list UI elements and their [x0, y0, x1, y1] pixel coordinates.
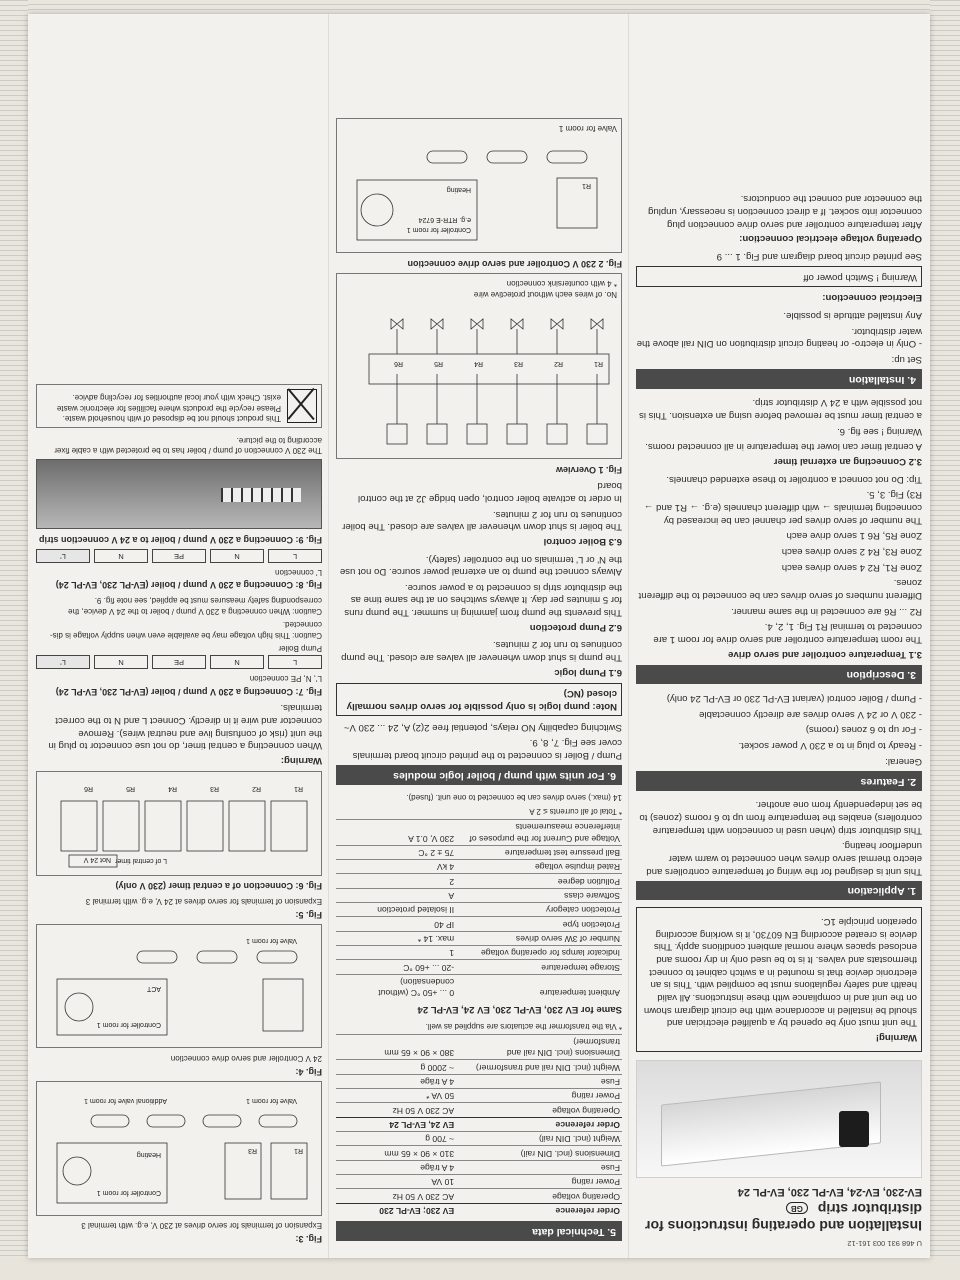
controller-square — [427, 424, 447, 444]
description-text-1: The room temperature controller and servo drive for room 1 are connected to terminal R1 Fig. 1, 2, 4. — [653, 621, 922, 645]
technical-same-for: Same for EV 230, EV-PL 230, EV 24, EV-PL 24 — [417, 1004, 622, 1016]
disposal-box — [36, 384, 322, 428]
spec-key: Protection type — [456, 917, 622, 931]
spec-row — [336, 903, 622, 917]
spec-key: Software class — [456, 888, 622, 902]
tablecloth-right — [930, 0, 960, 1280]
valve-label: Valve for room 1 — [246, 1096, 297, 1104]
room-label: R3 — [248, 1146, 257, 1154]
spec-row — [336, 1060, 622, 1074]
fig8-caption: Fig. 8: Connecting a 230 V pump / boiler (EV-PL 230, EV-PL 24) — [55, 580, 322, 591]
spec-key: Indicator lamps for operating voltage — [456, 946, 622, 960]
spec-key: Operating voltage — [456, 1189, 622, 1203]
spec-key: Ambient temperature — [456, 974, 622, 999]
document-code: U 468 931 003 161-12 — [847, 1239, 922, 1248]
spec-key: Power rating — [456, 1089, 622, 1103]
description-sub-1: 3.1 Temperature controller and servo drive — [728, 648, 922, 660]
fig2-bottom-label: Valve for room 1 — [558, 124, 617, 134]
spec-value: 0 ... +50 °C (without condensation) — [336, 974, 456, 999]
pump-text-7: In order to activate boiler control, open bridge J2 at the control board — [358, 480, 622, 504]
warning-heading: Warning! — [875, 1032, 917, 1043]
terminal: N — [210, 655, 264, 669]
spec-row — [336, 1146, 622, 1160]
room-label: R1 — [582, 182, 591, 190]
terminal: L' — [36, 655, 90, 669]
spec-value: 75 ± 2 °C — [336, 845, 456, 859]
room-label: R5 — [434, 359, 443, 367]
spec-key: Fuse — [456, 1074, 622, 1088]
spec-row — [336, 1034, 622, 1060]
spec-row — [336, 1203, 622, 1217]
room-label: R1 — [294, 1146, 303, 1154]
fig7-pump: Pump Boiler — [278, 644, 322, 654]
spec-value: A — [336, 888, 456, 902]
zone-line: Zone R3, R4 2 servo drives each — [781, 546, 922, 558]
features-bullet: - 230 V or 24 V servo drives are directly connectable — [699, 708, 922, 720]
features-bullet: - For up to 6 zones (rooms) — [805, 724, 922, 736]
description-text-3: Different numbers of servo drives can be connected to the different zones. — [638, 577, 922, 602]
spec-value: ~ 700 g — [336, 1132, 456, 1146]
installation-sub-2: Operating voltage electrical connection: — [739, 233, 922, 245]
add-valve-label: Additional valve for room 1 — [84, 1096, 167, 1104]
spec-row — [336, 946, 622, 960]
application-text-1: This unit is designed for the wiring of temperature controllers and electro thermal servo drives when connected to warm water underfloor heating. — [646, 840, 922, 877]
fig6-text: When connecting a central timer, do not use connector to plug in the unit (risk of confusing live and neutral wires). Remove connector and wire it in directly. Connect L and N to the correct terminals. — [48, 702, 322, 752]
technical-note-3: 14 (max.) servo drives can be connected to one unit. (fused). — [406, 793, 622, 803]
application-text-2: This distributor strip (when used in connection with temperature controllers) enables the temperature from up to 6 rooms (zones) to be set independently from one another. — [639, 799, 922, 836]
room-label: R4 — [168, 784, 177, 792]
fig6-diagram — [36, 771, 322, 876]
terminal-block-image — [221, 488, 301, 502]
spec-key: Voltage and Current for the purposes of interference measurements — [456, 820, 622, 846]
spec-row — [336, 1074, 622, 1088]
fig2-diagram — [336, 118, 622, 253]
section-technical-heading: 5. Technical data — [336, 1221, 622, 1241]
fig1-note: No. of wires each without protective wire — [473, 290, 617, 300]
spec-row — [336, 1132, 622, 1146]
central-timer-diagram — [47, 781, 317, 871]
spec-key: Dimensions (incl. DIN rail) — [456, 1146, 622, 1160]
section-installation-heading: 4. Installation — [636, 369, 922, 389]
description-text-4: The number of servo drives per channel can be increased by connecting terminals → with different channels (e.g. → R1 and → R3) Fig. 3, 5. — [643, 489, 922, 526]
instruction-leaflet — [28, 14, 930, 1258]
spec-key: Operating voltage — [456, 1103, 622, 1117]
heating-label: Heating — [136, 1150, 161, 1158]
terminal: PE — [152, 549, 206, 563]
spec-key: Power rating — [456, 1175, 622, 1189]
spec-value: 2 — [336, 874, 456, 888]
room-label: R4 — [474, 359, 483, 367]
installation-sub: Electrical connection: — [822, 292, 922, 304]
document-models: EV-230, EV-24, EV-PL 230, EV-PL 24 — [737, 1185, 922, 1198]
installation-text-5: After temperature controller and servo drive connection plug connector into socket. If a direct connection is necessary, unplug the connector and connect the conductors. — [648, 193, 922, 230]
installation-text-3: Any installed attitude is possible. — [783, 310, 922, 321]
room-label: R5 — [126, 784, 135, 792]
spec-value: 4 kV — [336, 860, 456, 874]
spec-value: EV 24, EV-PL 24 — [336, 1117, 456, 1131]
spec-key: Weight (incl. DIN rail and transformer) — [456, 1060, 622, 1074]
fig7-caution: Caution: This high voltage may be available even when supply voltage is dis-connected. — [49, 620, 322, 640]
spec-key: Pollution degree — [456, 874, 622, 888]
spec-value: AC 230 V 50 Hz — [336, 1189, 456, 1203]
description-text-2: R2 ... R6 are connected in the same manner. — [731, 605, 922, 617]
spec-value: 50 VA * — [336, 1089, 456, 1103]
zone-line: Zone R1, R2 4 servo drives each — [781, 561, 922, 573]
controller-model: e.g. RTR-E 6724 — [418, 216, 471, 224]
installation-text-1: Set up: — [891, 353, 922, 365]
fig7-terminals — [36, 655, 322, 669]
fig5-text: Expansion of terminals for servo drives at 24 V, e.g. with terminal 3 — [85, 896, 322, 906]
technical-note-2: * Total of all currents ≤ 2 A — [529, 807, 622, 816]
room-label: R3 — [210, 784, 219, 792]
controller-label: Controller for room 1 — [96, 1188, 161, 1196]
document-title: Installation and operating instructions for distributor strip GB — [645, 1201, 922, 1235]
spec-value: AC 230 V 50 Hz — [336, 1103, 456, 1117]
fig6-warning: Warning: — [280, 754, 322, 766]
tablecloth-top — [0, 0, 960, 14]
valve-label: Valve for room 1 — [246, 937, 297, 945]
controller-square — [587, 424, 607, 444]
spec-value: ~ 2000 g — [336, 1060, 456, 1074]
room-label: R6 — [84, 784, 93, 792]
terminal: PE — [152, 655, 206, 669]
features-general: General: — [885, 755, 922, 767]
spec-row — [336, 960, 622, 974]
spec-row — [336, 974, 622, 999]
pump-text-2: Switching capability NO relays, potential free 2(2) A, 24 ... 230 V~ — [343, 721, 622, 733]
spec-row — [336, 1103, 622, 1117]
fig7-caution-2: Caution: When connecting a 230 V pump / boiler to the 24 V device, the corresponding safety measures must be applied, see note fig. 9. — [68, 596, 322, 616]
overview-diagram — [347, 304, 617, 454]
pump-sub-3: 6.3 Boiler control — [543, 535, 622, 547]
fig1-overview — [336, 273, 622, 459]
product-photo — [636, 1060, 922, 1178]
fig3-text: Expansion of terminals for servo drives at 230 V, e.g. with terminal 3 — [81, 1221, 322, 1231]
rotated-content — [28, 14, 930, 1258]
distributor-box — [369, 354, 609, 384]
fig9-text: The 230 V connection of pump / boiler has to be protected with a cable fixer according to the picture. — [54, 435, 322, 456]
spec-row — [336, 1160, 622, 1174]
spec-value: 10 VA — [336, 1175, 456, 1189]
spec-key: Weight (incl. DIN rail) — [456, 1132, 622, 1146]
plug-image — [839, 1111, 869, 1147]
column-technical — [336, 24, 622, 1248]
not-24v-label: Not 24 V — [83, 855, 111, 863]
fig8-text: L' connection — [275, 567, 322, 577]
technical-table — [336, 1034, 622, 1217]
spec-row — [336, 845, 622, 859]
section-description-heading: 3. Description — [636, 665, 922, 685]
crossed-bin-icon — [287, 389, 317, 423]
fig1-caption: Fig. 1 Overview — [555, 464, 622, 475]
spec-key: Rated impulse voltage — [456, 860, 622, 874]
fig5-caption: Fig. 5: — [295, 909, 322, 920]
spec-value: EV 230; EV-PL 230 — [336, 1203, 456, 1217]
controller-square — [387, 424, 407, 444]
fig9-caption: Fig. 9: Connecting a 230 V pump / boiler to a 24 V connection strip — [38, 535, 322, 546]
spec-row — [336, 1175, 622, 1189]
switch-off-warning: Warning ! Switch power off — [636, 266, 922, 287]
fig3-diagram — [36, 1081, 322, 1216]
description-text-7: a central timer must be removed before using an extension. This is not possible with a 24 V distributor strip. — [639, 397, 922, 422]
fig7-caption: Fig. 7: Connecting a 230 V pump / boiler (EV-PL 230, EV-PL 24) — [55, 686, 322, 697]
spec-key: Protection category — [456, 903, 622, 917]
room-label: R1 — [594, 359, 603, 367]
spec-row — [336, 931, 622, 945]
terminal: N — [94, 655, 148, 669]
pump-sub-1: 6.1 Pump logic — [554, 666, 622, 678]
spec-row — [336, 820, 622, 846]
fig8-terminals — [36, 549, 322, 563]
fig6-caption: Fig. 6: Connection of a central timer (230 V only) — [115, 881, 322, 892]
pump-note-box — [336, 683, 622, 716]
terminal: N — [94, 549, 148, 563]
fig4-caption: Fig. 4: — [295, 1066, 322, 1077]
pump-text-1: Pump / Boiler is connected to the printed circuit board terminals cover see Fig. 7, 8, 9. — [352, 737, 622, 762]
timer-label: L of central timer — [115, 856, 167, 864]
fig1-note: * 4 with countersink connection — [506, 279, 617, 289]
pump-text-4: This prevents the pump from jamming in summer. The pump runs for 5 minutes per day. It always switches on at the same time as the distributor strip is connected to a power source. — [344, 581, 622, 619]
tablecloth-left — [0, 0, 28, 1280]
section-features-heading: 2. Features — [636, 771, 922, 791]
description-text-6: Warning ! see fig. 6. — [837, 425, 922, 437]
spec-row — [336, 888, 622, 902]
spec-key: Order reference — [456, 1117, 622, 1131]
warning-box — [636, 907, 922, 1052]
fig7-text: L', N, PE connection — [249, 673, 322, 683]
spec-row — [336, 917, 622, 931]
fig3-caption: Fig. 3: — [295, 1234, 322, 1244]
room-label: R6 — [394, 359, 403, 367]
pump-note: Note: pump logic is only possible for servo drives normally closed (NC) — [346, 688, 617, 713]
room-label: R3 — [514, 359, 523, 367]
terminal: L' — [36, 549, 90, 563]
pump-sub-2: 6.2 Pump protection — [529, 621, 622, 633]
pump-text-5: Always connect the pump to an external power source. Do not use the N' or L' terminals on the controller (safety). — [339, 553, 622, 578]
spec-value: max. 14 * — [336, 931, 456, 945]
room-label: R2 — [252, 784, 261, 792]
zone-line: Zone R5, R6 1 servo drive each — [786, 530, 922, 542]
controller-connection-diagram — [347, 138, 617, 248]
heating-label: Heating — [446, 186, 471, 194]
spec-row — [336, 1189, 622, 1203]
spec-key: Fuse — [456, 1160, 622, 1174]
description-tip: Tip: Do not connect a controller to these extended channels. — [666, 473, 922, 485]
features-bullet: - Ready to plug in to a 230 V power socket. — [738, 740, 922, 752]
spec-value: 310 × 90 × 65 mm — [336, 1146, 456, 1160]
controller-24v-diagram — [47, 934, 317, 1044]
spec-key: Dimensions (incl. DIN rail and transformer) — [456, 1034, 622, 1060]
column-figures — [36, 24, 322, 1248]
spec-row — [336, 1117, 622, 1131]
spec-value: -20 ... +60 °C — [336, 960, 456, 974]
spec-value: 4 A träge — [336, 1160, 456, 1174]
section-application-heading: 1. Application — [636, 881, 922, 901]
controller-label: Controller for room 1 — [96, 1021, 161, 1029]
terminal: N — [210, 549, 264, 563]
tablecloth-bottom — [0, 1258, 960, 1280]
controller-label: Controller for room 1 — [406, 226, 471, 234]
spec-key: Number of 3W servo drives — [456, 931, 622, 945]
installation-text-2: - Only in electro- or heating circuit distribution on DIN rail above the water distributor. — [636, 325, 922, 350]
description-text-5: A central timer can lower the temperature in all connected rooms. — [645, 441, 922, 453]
spec-key: Ball pressure test temperature — [456, 845, 622, 859]
spec-value: II isolated protection — [336, 903, 456, 917]
fig4-text: 24 V Controller and servo drive connection — [170, 1054, 322, 1064]
description-sub-2: 3.2 Connecting an external timer — [773, 456, 922, 468]
spec-value: IP 40 — [336, 917, 456, 931]
fig9-photo — [36, 459, 322, 529]
pump-text-6: The boiler is shut down whenever all valves are closed. The boiler continues to run for 2 minutes. — [342, 508, 622, 533]
spec-value: 4 A träge — [336, 1074, 456, 1088]
features-bullet: - Pump / Boiler control (variant EV-PL 230 or EV-PL 24 only) — [666, 693, 922, 705]
spec-row — [336, 1089, 622, 1103]
spec-value: 1 — [336, 946, 456, 960]
warning-text: The unit must only be opened by a qualified electrician and should be installed in accordance with the circuit diagram shown on the unit and in compliance with these instructions. All valid health and safety regulations must be complied with. This is an electronic device that is mounted in a switch cabinet to connect thermostats and valves. It is to be used only in dry rooms and enclosed spaces where normal ambient conditions apply. This device is created according EN 60730, it is working according operation principle 1C. — [643, 916, 917, 1029]
column-intro — [636, 24, 922, 1248]
expansion-230v-diagram — [47, 1091, 317, 1211]
spec-value: 380 × 90 × 65 mm — [336, 1034, 456, 1060]
spec-key: Order reference — [456, 1203, 622, 1217]
spec-row — [336, 874, 622, 888]
controller-square — [467, 424, 487, 444]
pump-text-3: The pump is shut down whenever all valves are closed. The pump continues to run for 2 minutes. — [341, 639, 622, 664]
fig4-diagram — [36, 924, 322, 1049]
technical-note: * Via the transformer the actuators are supplied as well. — [425, 1021, 622, 1031]
act-label: ACT — [147, 985, 161, 993]
spec-value: 230 V, 0.1 A — [336, 820, 456, 846]
language-badge: GB — [786, 1202, 808, 1214]
section-pump-heading: 6. For units with pump / boiler logic modules — [336, 765, 622, 785]
spec-row — [336, 860, 622, 874]
installation-text-4: See printed circuit board diagram and Fig. 1 ... 9 — [716, 251, 922, 263]
fig2-caption: Fig. 2 230 V Controller and servo drive connection — [407, 258, 622, 269]
spec-key: Storage temperature — [456, 960, 622, 974]
terminal: L — [268, 549, 322, 563]
room-label: R2 — [554, 359, 563, 367]
controller-square — [507, 424, 527, 444]
terminal: L — [268, 655, 322, 669]
room-label: R1 — [294, 784, 303, 792]
technical-table-2 — [336, 819, 622, 999]
disposal-text: This product should not be disposed of with household waste. Please recycle the products where facilities for electronic waste exist. Check with your local authorities for recycling advice. — [56, 392, 281, 424]
controller-square — [547, 424, 567, 444]
